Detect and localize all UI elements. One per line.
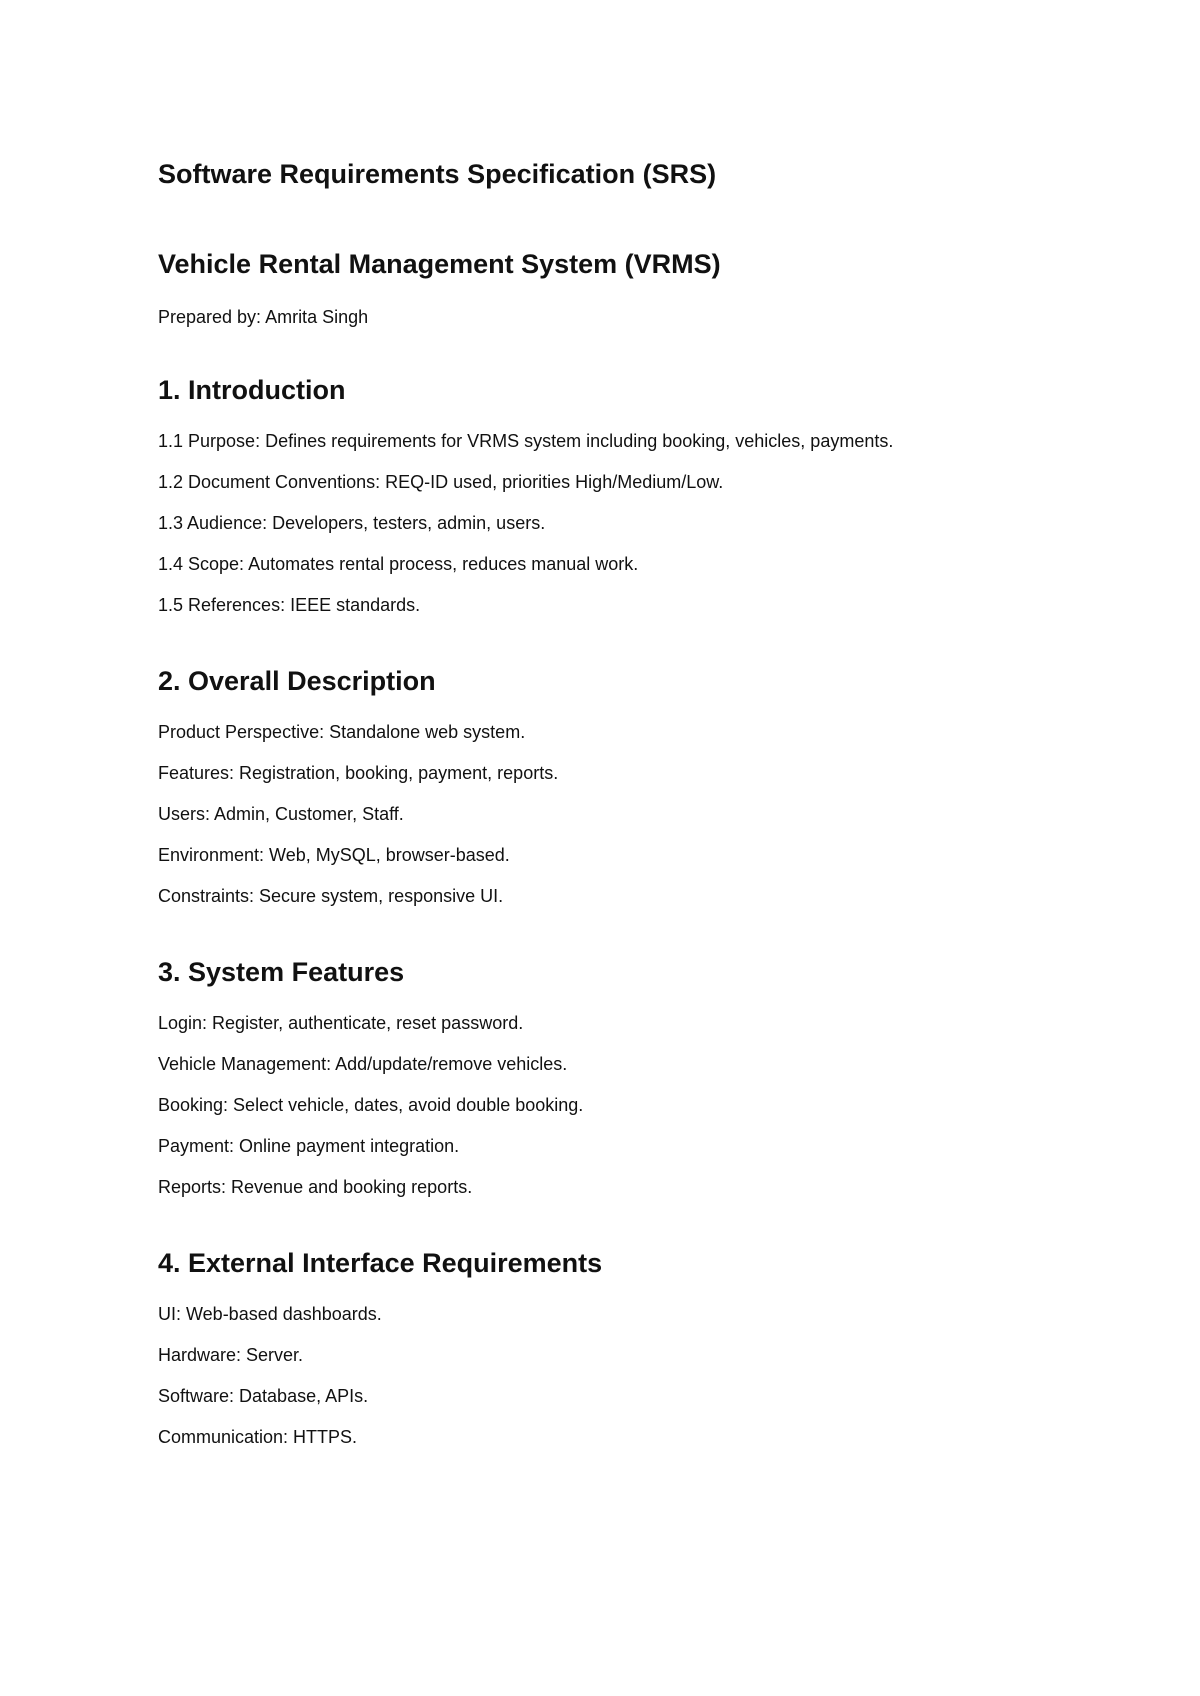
list-item: 1.3 Audience: Developers, testers, admin, users.: [158, 513, 546, 533]
section-external-interface-requirements: [158, 1245, 1118, 1450]
section-introduction: [158, 372, 1118, 618]
list-item: Login: Register, authenticate, reset password.: [158, 1013, 524, 1033]
list-item: 1.1 Purpose: Defines requirements for VRMS system including booking, vehicles, payments.: [158, 431, 894, 451]
list-item: Software: Database, APIs.: [158, 1386, 369, 1406]
section-heading: 2. Overall Description: [158, 666, 436, 696]
list-item: Environment: Web, MySQL, browser-based.: [158, 845, 510, 865]
list-item: Vehicle Management: Add/update/remove vehicles.: [158, 1054, 568, 1074]
section-heading: 4. External Interface Requirements: [158, 1248, 603, 1278]
document-title: Software Requirements Specification (SRS): [158, 159, 717, 189]
section-item-list: [158, 1010, 1118, 1200]
section-item-list: [158, 428, 1118, 618]
list-item: Payment: Online payment integration.: [158, 1136, 460, 1156]
list-item: 1.4 Scope: Automates rental process, reduces manual work.: [158, 554, 639, 574]
section-heading: 3. System Features: [158, 957, 405, 987]
document-subtitle: Vehicle Rental Management System (VRMS): [158, 249, 721, 279]
list-item: Hardware: Server.: [158, 1345, 304, 1365]
list-item: Product Perspective: Standalone web system.: [158, 722, 526, 742]
list-item: Constraints: Secure system, responsive UI.: [158, 886, 504, 906]
list-item: Features: Registration, booking, payment, reports.: [158, 763, 559, 783]
list-item: UI: Web-based dashboards.: [158, 1304, 382, 1324]
list-item: 1.2 Document Conventions: REQ-ID used, priorities High/Medium/Low.: [158, 472, 724, 492]
list-item: Communication: HTTPS.: [158, 1427, 358, 1447]
list-item: Booking: Select vehicle, dates, avoid double booking.: [158, 1095, 584, 1115]
section-item-list: [158, 719, 1118, 909]
list-item: 1.5 References: IEEE standards.: [158, 595, 421, 615]
section-heading: 1. Introduction: [158, 375, 346, 405]
section-item-list: [158, 1301, 1118, 1450]
list-item: Users: Admin, Customer, Staff.: [158, 804, 404, 824]
prepared-by-line: Prepared by: Amrita Singh: [158, 307, 369, 327]
section-system-features: [158, 954, 1118, 1200]
document-body: [158, 156, 1118, 1450]
section-overall-description: [158, 663, 1118, 909]
list-item: Reports: Revenue and booking reports.: [158, 1177, 473, 1197]
